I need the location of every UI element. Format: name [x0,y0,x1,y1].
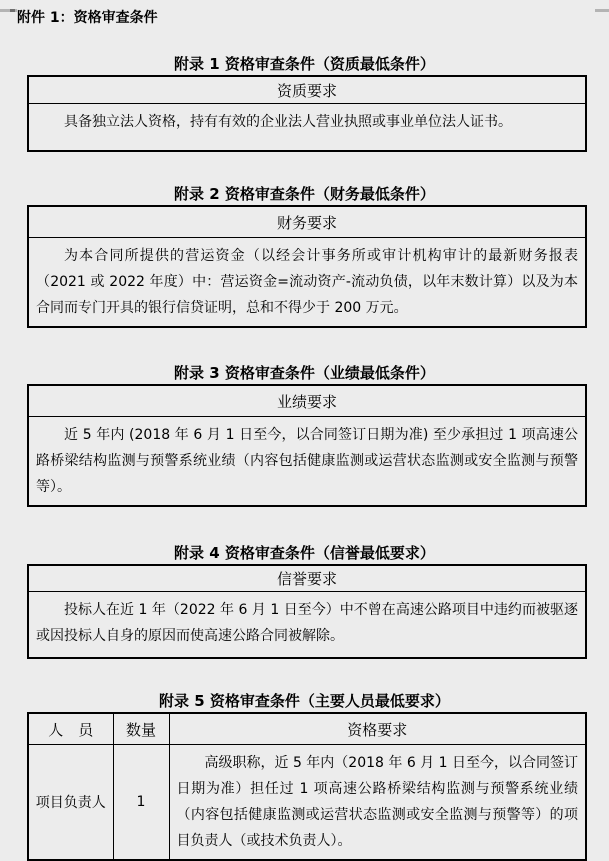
scrollbar-notch [10,9,15,12]
requirement-cell: 投标人在近 1 年（2022 年 6 月 1 日至今）中不曾在高速公路项目中违约而被驱逐或因投标人自身的原因而使高速公路合同被解除。 [28,592,586,659]
section-heading: 附录 4 资格审查条件（信誉最低要求） [174,544,435,562]
performance-table [27,384,587,507]
section-heading: 附录 3 资格审查条件（业绩最低条件） [174,364,435,382]
table-row [28,745,586,861]
requirement-cell: 为本合同所提供的营运资金（以经会计事务所或审计机构审计的最新财务报表（2021 或 2022 年度）中：营运资金=流动资产-流动负债，以年末数计算）以及为本合同而专门开具的银行信贷证明，总和不得少于 200 万元。 [28,238,586,328]
section-finance [0,185,609,328]
table-column-header: 信誉要求 [28,565,586,592]
scrollbar-fragment-left [0,9,17,12]
page-title: 附件 1：资格审查条件 [17,10,158,26]
section-qualification [0,55,609,152]
table-column-header: 资质要求 [28,76,586,104]
section-personnel [0,692,609,861]
section-heading: 附录 1 资格审查条件（资质最低条件） [174,55,435,73]
section-heading: 附录 2 资格审查条件（财务最低条件） [174,185,435,203]
requirement-cell: 具备独立法人资格，持有有效的企业法人营业执照或事业单位法人证书。 [28,104,586,152]
section-performance [0,364,609,507]
finance-table [27,205,587,328]
section-heading: 附录 5 资格审查条件（主要人员最低要求） [159,692,450,710]
reputation-table [27,564,587,659]
table-column-header: 财务要求 [28,206,586,238]
requirement-cell: 近 5 年内 (2018 年 6 月 1 日至今，以合同签订日期为准) 至少承担过 1 项高速公路桥梁结构监测与预警系统业绩（内容包括健康监测或运营状态监测或安全监测与预警等）。 [28,417,586,507]
column-header-requirement: 资格要求 [169,713,586,745]
column-header-count: 数量 [113,713,169,745]
qualification-table [27,75,587,152]
requirement-cell: 高级职称，近 5 年内（2018 年 6 月 1 日至今，以合同签订日期为准）担任过 1 项高速公路桥梁结构监测与预警系统业绩（内容包括健康监测或运营状态监测或安全监测与预警等）的项目负责人（或技术负责人）。 [169,745,586,861]
table-column-header: 业绩要求 [28,385,586,417]
role-cell: 项目负责人 [28,745,113,861]
scrollbar-fragment-right [595,9,609,12]
personnel-table [27,712,587,861]
section-reputation [0,544,609,659]
column-header-role: 人 员 [28,713,113,745]
count-cell: 1 [113,745,169,861]
